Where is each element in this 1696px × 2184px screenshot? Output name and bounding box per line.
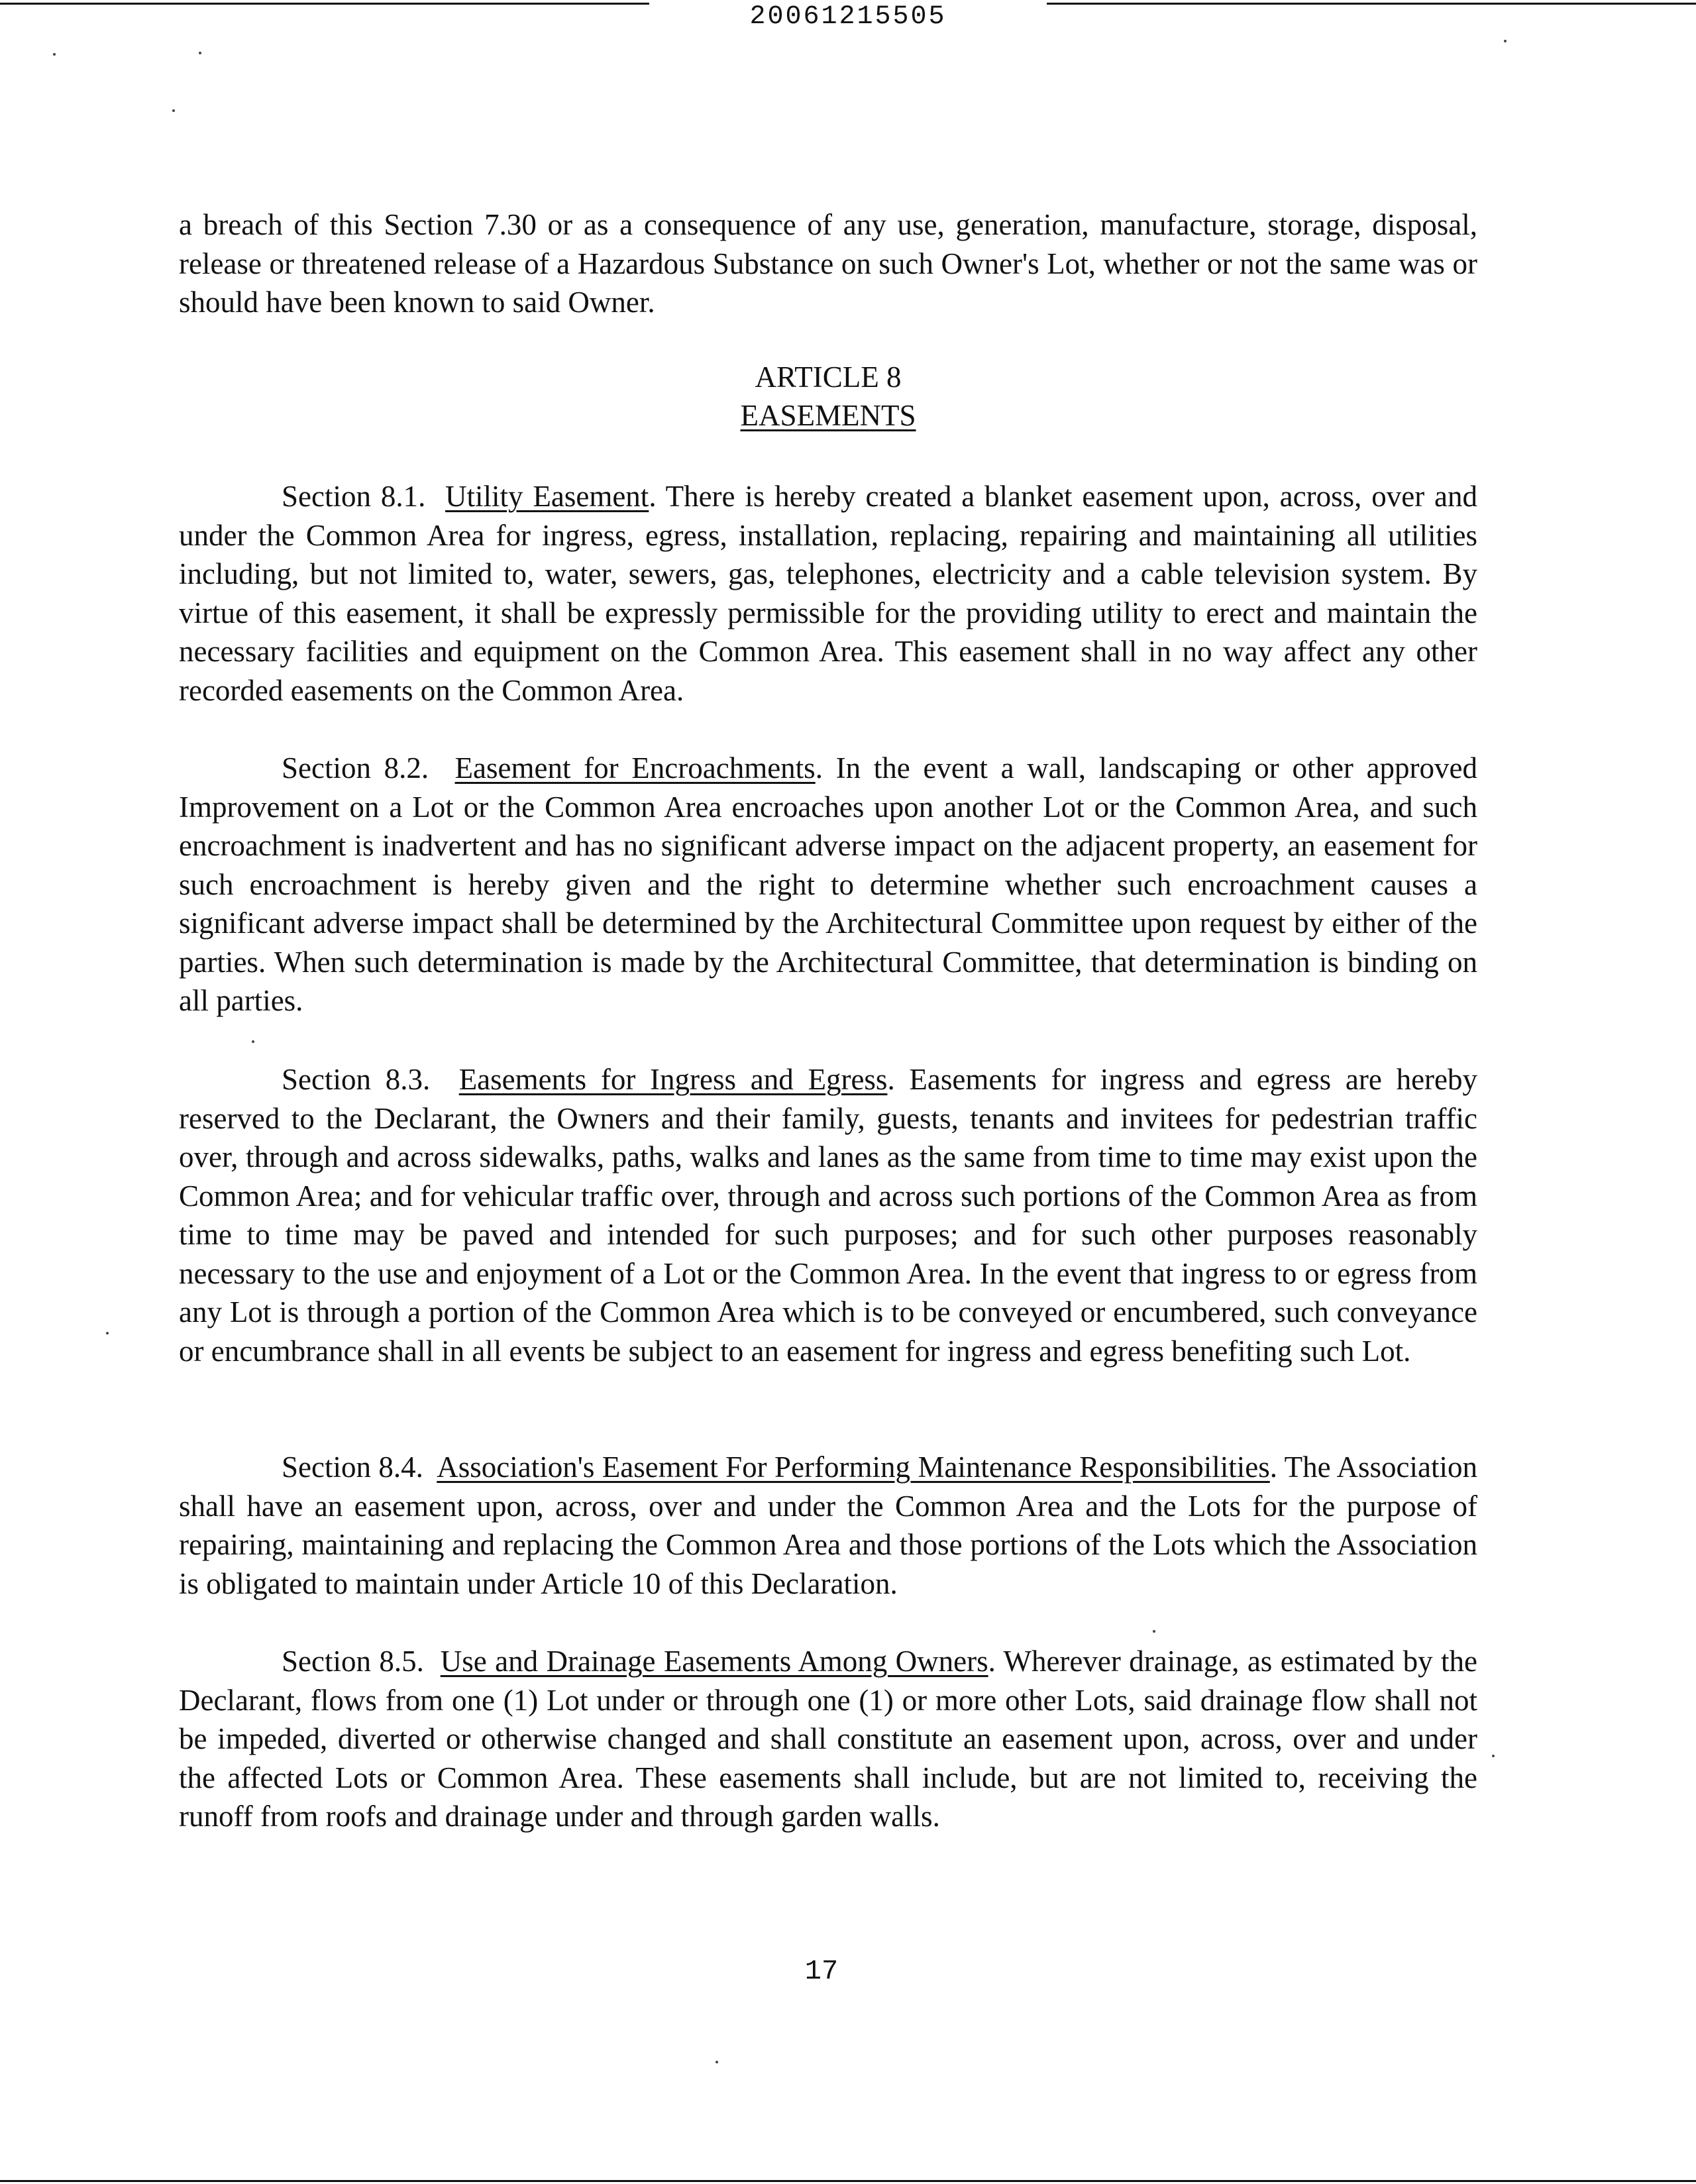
section-heading: Easement for Encroachments	[454, 751, 816, 785]
section-heading: Easements for Ingress and Egress	[458, 1063, 888, 1096]
section-heading: Association's Easement For Performing Maintenance Responsibilities	[437, 1450, 1270, 1484]
bottom-rule	[0, 2180, 1696, 2182]
section-8-4	[179, 1448, 1477, 1603]
section-label: Section 8.3.	[282, 1063, 431, 1096]
scan-speck	[199, 52, 201, 54]
scan-speck	[53, 53, 56, 56]
section-body: . In the event a wall, landscaping or other approved Improvement on a Lot or the Common Area encroaches upon another Lot or the Common Area, and such encroachment is inadvertent and has no significant adverse impact on the adjacent property, an easement for such encroachment is hereby given and the right to determine whether such encroachment causes a significant adverse impact shall be determined by the Architectural Committee upon request by either of the parties. When such determination is made by the Architectural Committee, that determination is binding on all parties.	[179, 751, 1478, 1017]
section-8-5	[179, 1642, 1477, 1836]
section-heading: Utility Easement	[445, 480, 649, 513]
page-number: 17	[804, 1955, 839, 1987]
section-heading: Use and Drainage Easements Among Owners	[440, 1645, 988, 1678]
scan-speck	[172, 109, 175, 112]
section-8-1	[179, 477, 1477, 710]
section-body: . There is hereby created a blanket easement upon, across, over and under the Common Area for ingress, egress, installation, replacing, repairing and maintaining all utilities including, but not limited to, water, sewers, gas, telephones, electricity and a cable television system. By virtue of this easement, it shall be expressly permissible for the providing utility to erect and maintain the necessary facilities and equipment on the Common Area. This easement shall in no way affect any other recorded easements on the Common Area.	[179, 480, 1478, 707]
scan-speck	[716, 2061, 718, 2063]
article-number: ARTICLE 8	[755, 360, 902, 394]
section-body: . Wherever drainage, as estimated by the Declarant, flows from one (1) Lot under or through one (1) or more other Lots, said drainage flow shall not be impeded, diverted or otherwise changed and shall constitute an easement upon, across, over and under the affected Lots or Common Area. These easements shall include, but are not limited to, receiving the runoff from roofs and drainage under and through garden walls.	[179, 1645, 1477, 1833]
scan-speck	[252, 1040, 254, 1043]
scan-speck	[106, 1332, 109, 1335]
section-label: Section 8.4.	[282, 1450, 423, 1484]
section-body: . Easements for ingress and egress are hereby reserved to the Declarant, the Owners and their family, guests, tenants and invitees for pedestrian traffic over, through and across sidewalks, paths, walks and lanes as the same from time to time may exist upon the Common Area; and for vehicular traffic over, through and across such portions of the Common Area as from time to time may be paved and intended for such purposes; and for such other purposes reasonably necessary to the use and enjoyment of a Lot or the Common Area. In the event that ingress to or egress from any Lot is through a portion of the Common Area which is to be conveyed or encumbered, such conveyance or encumbrance shall in all events be subject to an easement for ingress and egress benefiting such Lot.	[179, 1063, 1477, 1368]
scan-speck	[1153, 1630, 1155, 1633]
section-8-3	[179, 1060, 1477, 1370]
recording-number: 20061215505	[749, 2, 947, 32]
section-label: Section 8.5.	[282, 1645, 424, 1678]
section-label: Section 8.1.	[282, 480, 426, 513]
intro-paragraph: a breach of this Section 7.30 or as a consequence of any use, generation, manufacture, storage, disposal, release or threatened release of a Hazardous Substance on such Owner's Lot, whether or not the same was or should have been known to said Owner.	[179, 208, 1477, 319]
scan-speck	[1504, 40, 1507, 42]
section-8-2	[179, 749, 1477, 1020]
article-title-text: EASEMENTS	[740, 399, 916, 432]
scan-speck	[1492, 1755, 1495, 1757]
section-label: Section 8.2.	[282, 751, 429, 785]
section-body: . The Association shall have an easement upon, across, over and under the Common Area and the Lots for the purpose of repairing, maintaining and replacing the Common Area and those portions of the Lots which the Association is obligated to maintain under Article 10 of this Declaration.	[179, 1450, 1477, 1600]
article-title	[0, 396, 1656, 435]
